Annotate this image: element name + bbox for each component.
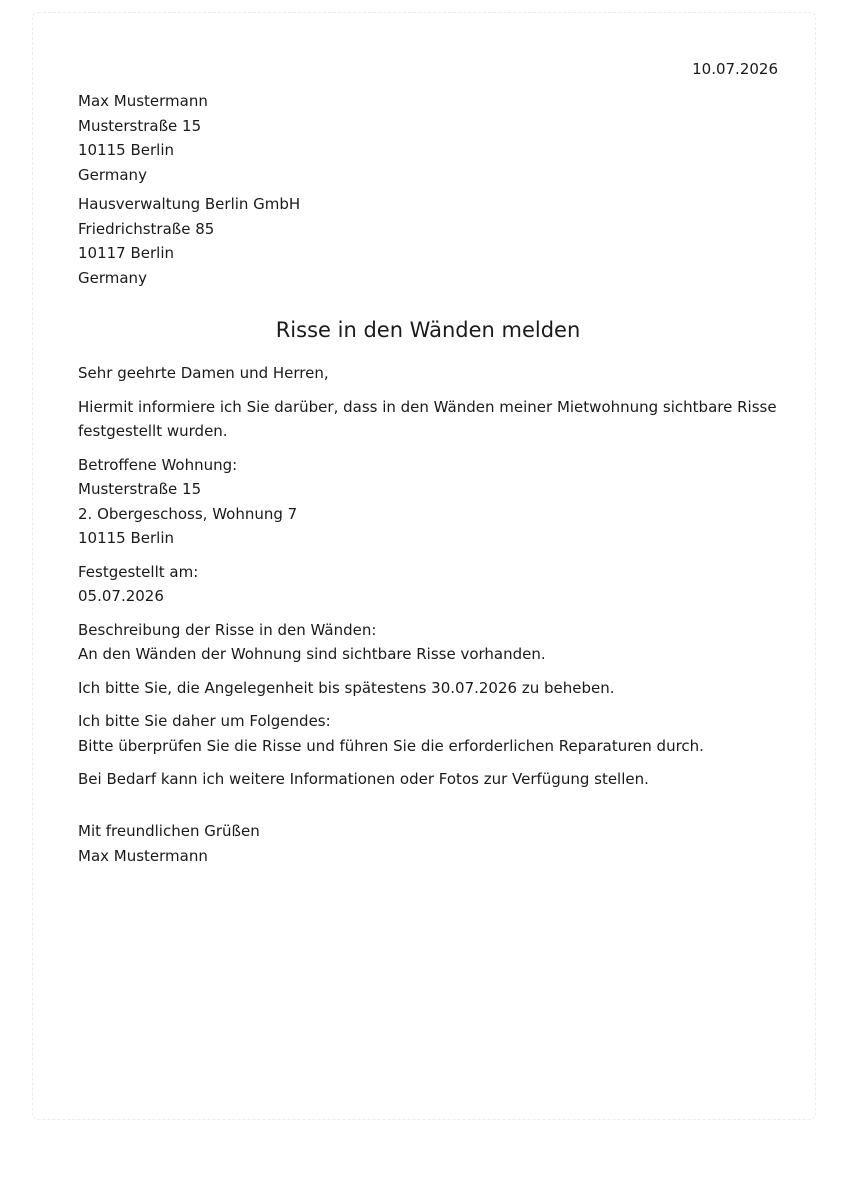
letter-subject: Risse in den Wänden melden (275, 318, 581, 342)
salutation-text: Sehr geehrte Damen und Herren, (78, 364, 329, 382)
sender-country: Germany (78, 165, 147, 184)
salutation (78, 361, 778, 386)
detected-date: 05.07.2026 (78, 587, 164, 605)
letter-date: 10.07.2026 (692, 60, 778, 78)
signature-name: Max Mustermann (78, 846, 208, 865)
intro-text: Hiermit informiere ich Sie darüber, dass in den Wänden meiner Mietwohnung sichtbare Risse festgestellt wurden. (78, 397, 777, 440)
recipient-name: Hausverwaltung Berlin GmbH (78, 195, 301, 213)
sender-street: Musterstraße 15 (78, 116, 202, 135)
sender-address (78, 89, 208, 187)
request-block (78, 709, 778, 758)
deadline-paragraph (78, 676, 778, 701)
description-label: Beschreibung der Risse in den Wänden: (78, 620, 377, 639)
detected-label: Festgestellt am: (78, 562, 199, 581)
apartment-block (78, 453, 778, 551)
sender-city: 10115 Berlin (78, 141, 175, 159)
recipient-country: Germany (78, 268, 147, 287)
offer-paragraph (78, 767, 778, 792)
description-text: An den Wänden der Wohnung sind sichtbare Risse vorhanden. (78, 645, 546, 663)
deadline-text: Ich bitte Sie, die Angelegenheit bis spätestens 30.07.2026 zu beheben. (78, 678, 615, 697)
apartment-unit: 2. Obergeschoss, Wohnung 7 (78, 504, 298, 523)
detected-block (78, 560, 778, 609)
request-text: Bitte überprüfen Sie die Risse und führen Sie die erforderlichen Reparaturen durch. (78, 736, 704, 755)
closing-text: Mit freundlichen Grüßen (78, 822, 260, 840)
apartment-street: Musterstraße 15 (78, 480, 202, 498)
apartment-label: Betroffene Wohnung: (78, 455, 238, 474)
closing-block (78, 819, 260, 868)
recipient-street: Friedrichstraße 85 (78, 219, 215, 238)
recipient-city: 10117 Berlin (78, 244, 175, 262)
description-block (78, 618, 778, 667)
recipient-address (78, 192, 300, 290)
request-label: Ich bitte Sie daher um Folgendes: (78, 712, 331, 730)
apartment-city: 10115 Berlin (78, 529, 175, 547)
offer-text: Bei Bedarf kann ich weitere Informationen oder Fotos zur Verfügung stellen. (78, 770, 649, 788)
sender-name: Max Mustermann (78, 92, 208, 110)
letter-page (32, 12, 816, 1120)
intro-paragraph (78, 395, 778, 444)
letter-body (78, 361, 778, 801)
